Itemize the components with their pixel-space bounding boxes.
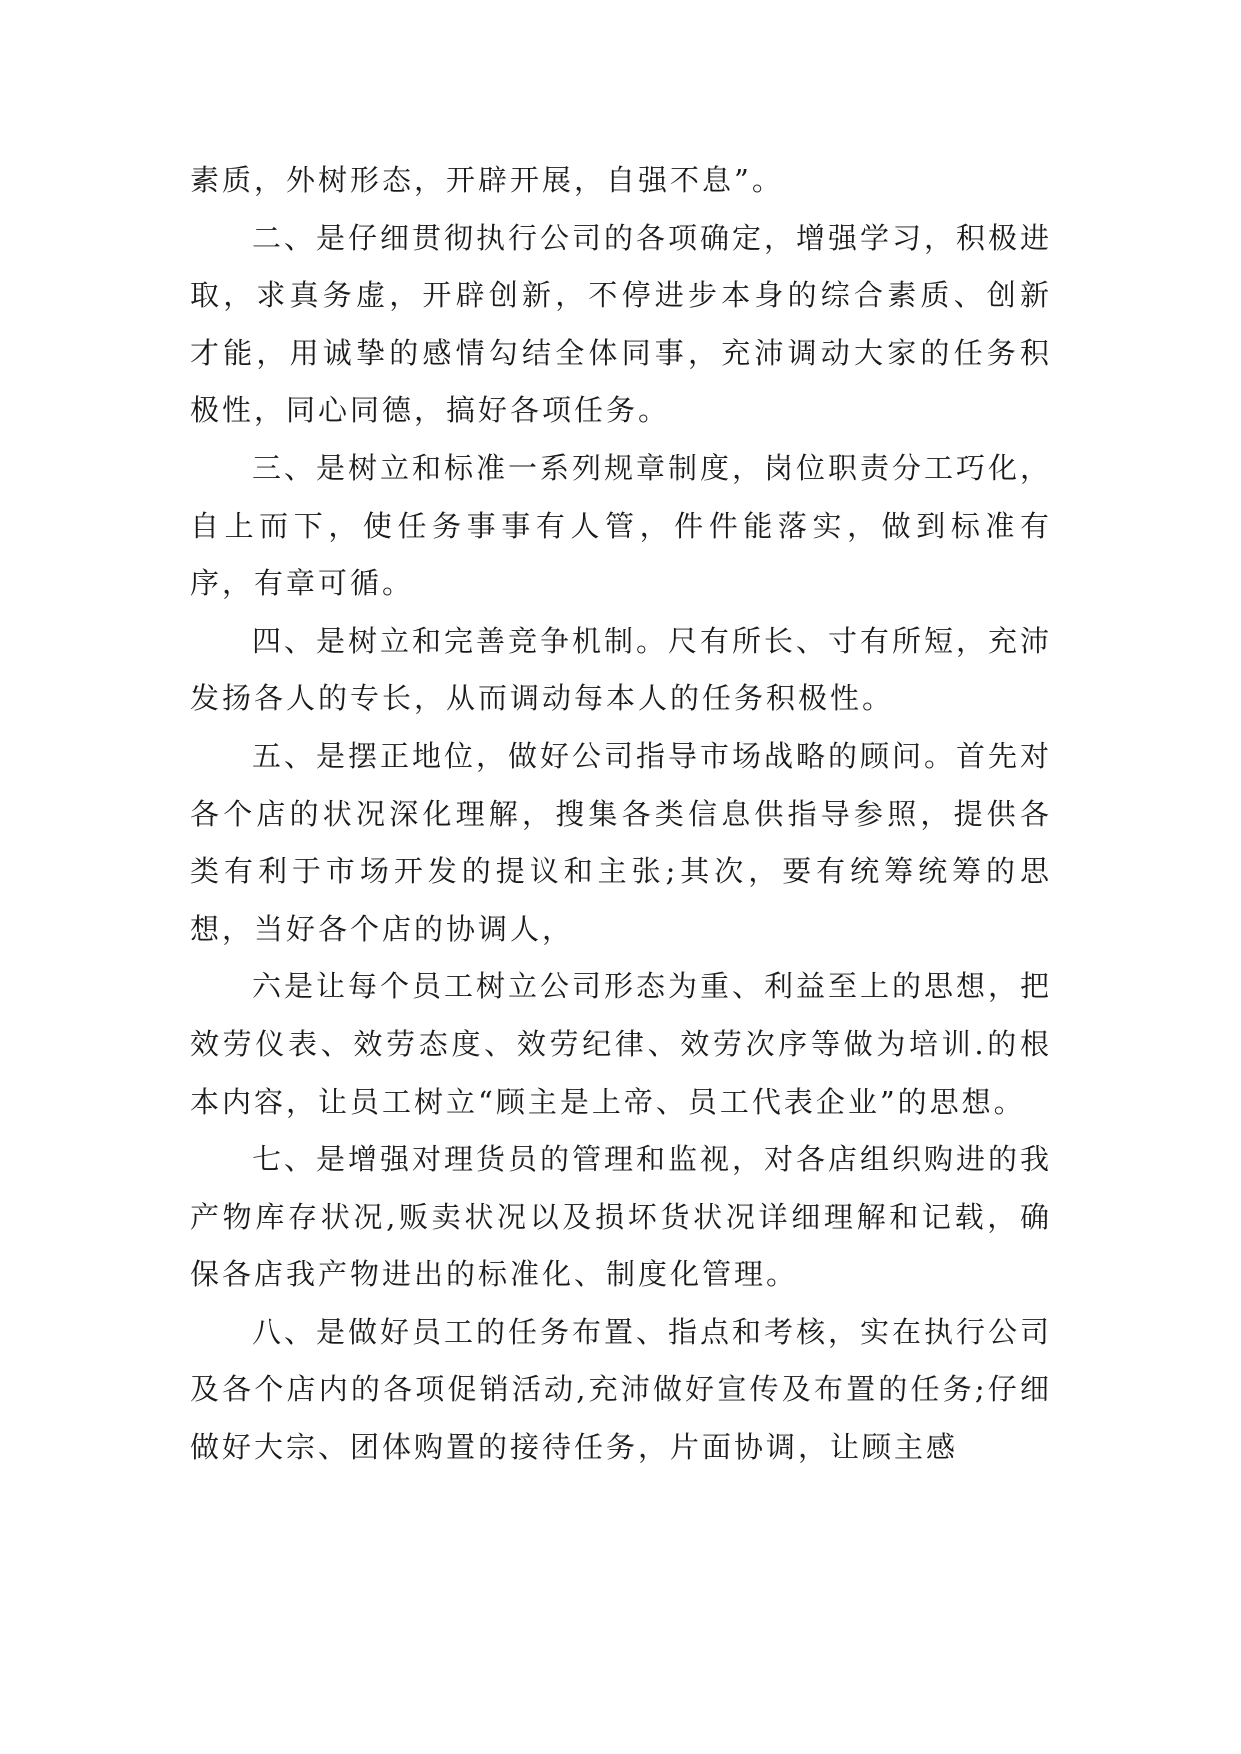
paragraph-item-4: 四、是树立和完善竞争机制。尺有所长、寸有所短，充沛发扬各人的专长，从而调动每本人的任务积极性。 (190, 623, 1053, 716)
paragraph-item-5: 五、是摆正地位，做好公司指导市场战略的顾问。首先对各个店的状况深化理解，搜集各类信息供指导参照，提供各类有利于市场开发的提议和主张;其次，要有统筹统筹的思想，当好各个店的协调人， (190, 738, 1053, 946)
paragraph-item-2: 二、是仔细贯彻执行公司的各项确定，增强学习，积极进取，求真务虚，开辟创新，不停进步本身的综合素质、创新才能，用诚挚的感情勾结全体同事，充沛调动大家的任务积极性，同心同德，搞好各项任务。 (190, 220, 1053, 428)
paragraph-item-8: 八、是做好员工的任务布置、指点和考核，实在执行公司及各个店内的各项促销活动,充沛做好宣传及布置的任务;仔细做好大宗、团体购置的接待任务，片面协调，让顾主感 (190, 1314, 1053, 1465)
paragraph-continuation: 素质，外树形态，开辟开展，自强不息”。 (190, 163, 784, 197)
paragraph-item-3: 三、是树立和标准一系列规章制度，岗位职责分工巧化，自上而下，使任务事事有人管，件件能落实，做到标准有序，有章可循。 (190, 450, 1053, 601)
paragraph-item-6: 六是让每个员工树立公司形态为重、利益至上的思想，把效劳仪表、效劳态度、效劳纪律、效劳次序等做为培训.的根本内容，让员工树立“顾主是上帝、员工代表企业”的思想。 (190, 969, 1053, 1119)
paragraph-item-7: 七、是增强对理货员的管理和监视，对各店组织购进的我产物库存状况,贩卖状况以及损坏货状况详细理解和记载，确保各店我产物进出的标准化、制度化管理。 (190, 1142, 1053, 1292)
document-body (190, 152, 1052, 1477)
